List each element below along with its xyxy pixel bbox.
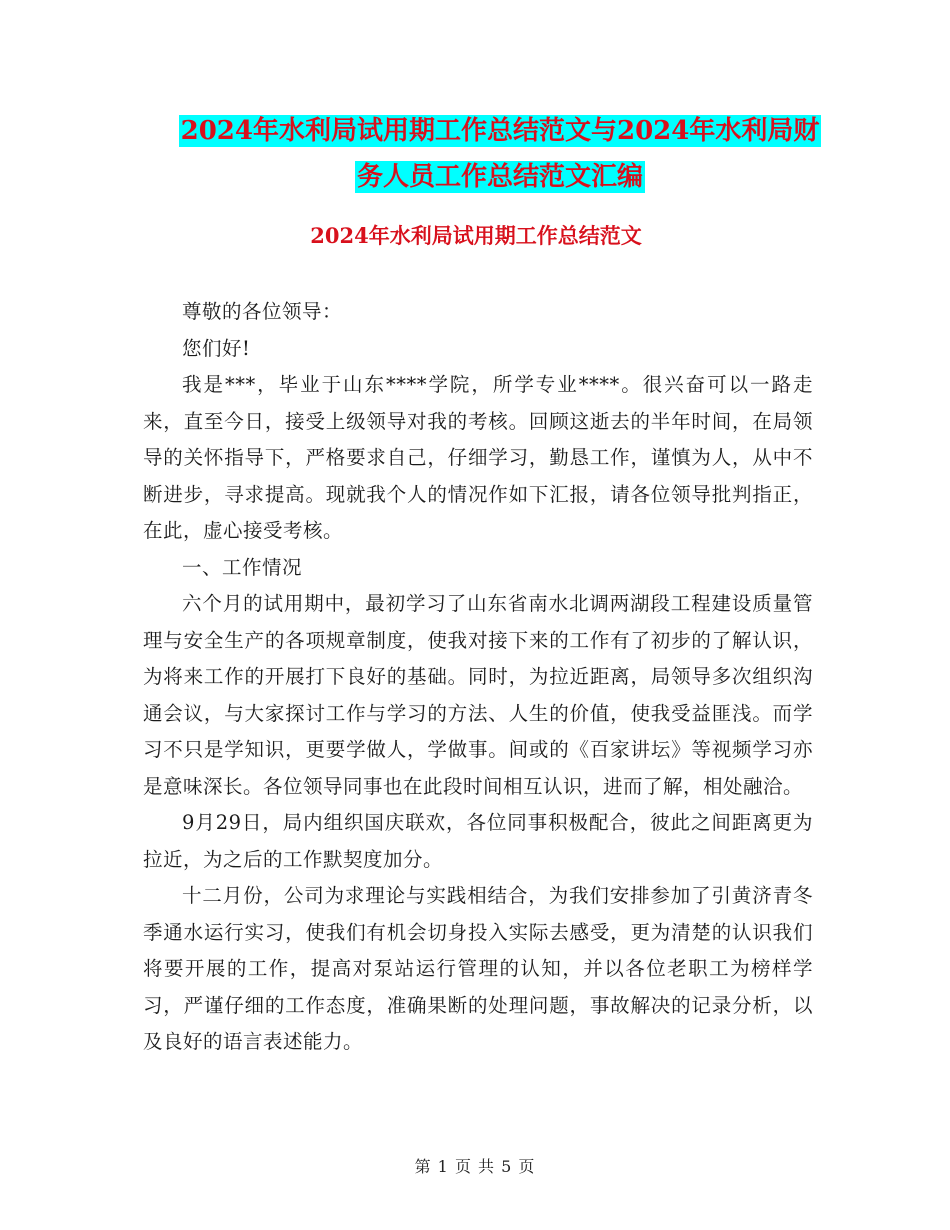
document-body xyxy=(143,294,813,1061)
heading-work-situation: 一、工作情况 xyxy=(182,555,303,579)
section-title: 2024年水利局试用期工作总结范文 xyxy=(310,223,642,248)
page-footer: 第 1 页 共 5 页 xyxy=(414,1157,536,1176)
document-title-line-2: 务人员工作总结范文汇编 xyxy=(356,162,643,192)
paragraph-intro: 我是***，毕业于山东****学院，所学专业****。很兴奋可以一路走来，直至今日，接受上级领导对我的考核。回顾这逝去的半年时间，在局领导的关怀指导下，严格要求自己，仔细学习，勤恳工作，谨慎为人，从中不断进步，寻求提高。现就我个人的情况作如下汇报，请各位领导批判指正，在此，虚心接受考核。 xyxy=(143,373,813,542)
paragraph-december: 十二月份，公司为求理论与实践相结合，为我们安排参加了引黄济青冬季通水运行实习，使我们有机会切身投入实际去感受，更为清楚的认识我们将要开展的工作，提高对泵站运行管理的认知，并以各位老职工为榜样学习，严谨仔细的工作态度，准确果断的处理问题，事故解决的记录分析，以及良好的语言表述能力。 xyxy=(143,884,813,1053)
greeting: 您们好! xyxy=(182,336,251,360)
salutation: 尊敬的各位领导： xyxy=(182,300,343,323)
document-title-line-1: 2024年水利局试用期工作总结范文与2024年水利局财 xyxy=(180,116,820,146)
paragraph-national-day: 9月29日，局内组织国庆联欢，各位同事积极配合，彼此之间距离更为拉近，为之后的工作默契度加分。 xyxy=(143,811,813,871)
paragraph-trial-period: 六个月的试用期中，最初学习了山东省南水北调两湖段工程建设质量管理与安全生产的各项规章制度，使我对接下来的工作有了初步的了解认识，为将来工作的开展打下良好的基础。同时，为拉近距离，局领导多次组织沟通会议，与大家探讨工作与学习的方法、人生的价值，使我受益匪浅。而学习不只是学知识，更要学做人，学做事。间或的《百家讲坛》等视频学习亦是意味深长。各位领导同事也在此段时间相互认识，进而了解，相处融洽。 xyxy=(143,592,813,798)
document-title xyxy=(140,108,860,200)
